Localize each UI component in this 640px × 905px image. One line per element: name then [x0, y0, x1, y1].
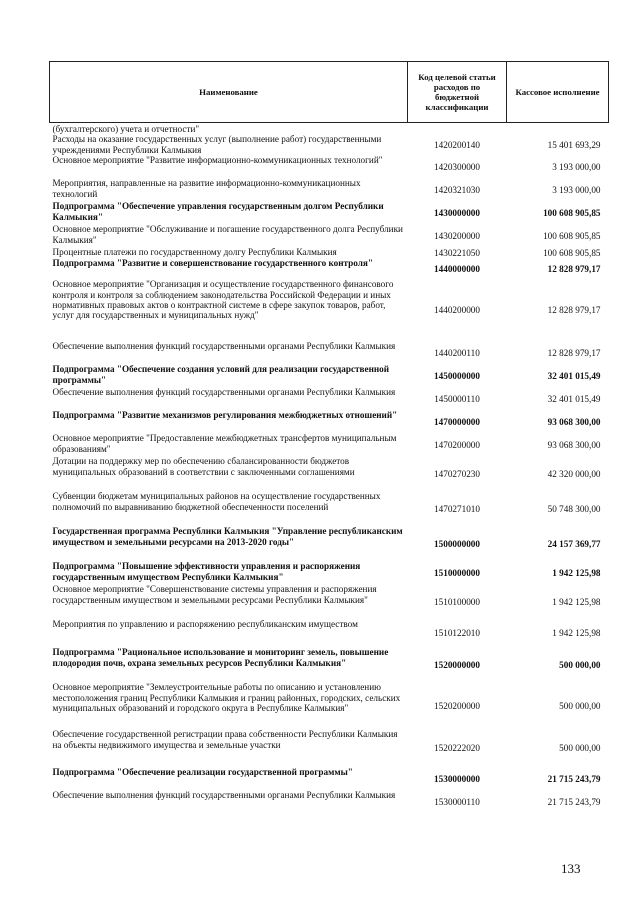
row-code: 1470271010 — [434, 503, 480, 514]
row-code: 1520200000 — [434, 700, 480, 711]
table-row — [50, 123, 609, 135]
row-amount: 500 000,00 — [559, 700, 601, 711]
row-code: 1510100000 — [434, 596, 480, 607]
table-row — [50, 410, 609, 433]
row-code: 1440200110 — [434, 347, 480, 358]
row-code: 1510122010 — [434, 628, 480, 639]
row-code: 1430000000 — [434, 207, 480, 218]
row-amount — [507, 123, 609, 135]
table-row — [50, 619, 609, 647]
row-name: Основное мероприятие "Предоставление межбюджетных трансфертов муниципальным образованиям" — [52, 433, 397, 454]
row-name: Обеспечение выполнения функций государственными органами Республики Калмыкия — [52, 790, 396, 801]
row-amount: 24 157 369,77 — [547, 538, 601, 549]
table-row — [50, 682, 609, 729]
row-name: Основное мероприятие "Развитие информационно-коммуникационных технологий" — [52, 155, 383, 166]
row-amount: 1 942 125,98 — [552, 628, 601, 639]
table-body — [50, 123, 609, 814]
table-row — [50, 155, 609, 178]
row-name: Государственная программа Республики Калмыкия "Управление республиканским имуществом и земельными ресурсами на 2013-2020 годы" — [52, 526, 403, 547]
row-code: 1520000000 — [434, 659, 480, 670]
row-amount: 100 608 905,85 — [543, 247, 601, 258]
row-name: Основное мероприятие "Организация и осуществление государственного финансового контроля и контроля за соблюдением законодательства Российской Федерации и иных нормативных правовых актов о контрактной системе в сфере закупок товаров, работ, услуг для государственных и муниципальных нужд" — [52, 279, 394, 321]
row-amount: 3 193 000,00 — [552, 161, 601, 172]
table-row — [50, 201, 609, 224]
table-row — [50, 433, 609, 456]
row-amount: 21 715 243,79 — [547, 796, 601, 807]
row-amount: 93 068 300,00 — [547, 439, 601, 450]
row-name: Обеспечение выполнения функций государственными органами Республики Калмыкия — [52, 387, 396, 398]
row-amount: 32 401 015,49 — [547, 370, 601, 381]
table-row — [50, 647, 609, 682]
table-row — [50, 790, 609, 813]
row-code: 1530000000 — [434, 773, 480, 784]
row-name: Дотации на поддержку мер по обеспечению сбалансированности бюджетов муниципальных образований в соответствии с заключенными соглашениями — [52, 456, 355, 477]
row-name: Процентные платежи по государственному долгу Республики Калмыкия — [52, 247, 337, 258]
row-amount: 1 942 125,98 — [552, 567, 601, 578]
row-name: Обеспечение государственной регистрации права собственности Республики Калмыкия на объекты недвижимого имущества и земельные участки — [52, 729, 398, 750]
row-code: 1500000000 — [434, 538, 480, 549]
row-amount: 21 715 243,79 — [547, 773, 601, 784]
row-amount: 93 068 300,00 — [547, 416, 601, 427]
row-name: Подпрограмма "Обеспечение создания условий для реализации государственной программы" — [52, 364, 390, 385]
table-row — [50, 364, 609, 387]
row-name: Основное мероприятие "Землеустроительные работы по описанию и установлению местоположения границ Республики Калмыкия и границ районных, городских, сельских муниципальных образований и городского округа в Республике Калмыкия" — [52, 682, 401, 713]
table-row — [50, 178, 609, 201]
row-amount: 500 000,00 — [559, 659, 601, 670]
table-row — [50, 279, 609, 341]
table-row — [50, 491, 609, 526]
row-code: 1470000000 — [434, 416, 480, 427]
row-code: 1520222020 — [434, 743, 480, 754]
row-code: 1450000000 — [434, 370, 480, 381]
row-code: 1530000110 — [434, 796, 480, 807]
row-amount: 32 401 015,49 — [547, 393, 601, 404]
row-code: 1430221050 — [434, 247, 480, 258]
header-amount: Кассовое исполнение — [507, 62, 609, 123]
row-name: Расходы на оказание государственных услуг (выполнение работ) государственными учреждениями Республики Калмыкия — [52, 134, 382, 155]
budget-table — [49, 61, 609, 813]
table-row — [50, 456, 609, 491]
row-code: 1510000000 — [434, 567, 480, 578]
row-name: Обеспечение выполнения функций государственными органами Республики Калмыкия — [52, 341, 396, 352]
row-code: 1470270230 — [434, 468, 480, 479]
row-amount: 100 608 905,85 — [543, 230, 601, 241]
row-name: Подпрограмма "Развитие механизмов регулирования межбюджетных отношений" — [52, 410, 398, 421]
table-row — [50, 387, 609, 410]
row-name: Подпрограмма "Развитие и совершенствование государственного контроля" — [52, 258, 373, 269]
row-amount: 42 320 000,00 — [547, 468, 601, 479]
row-name: Основное мероприятие "Обслуживание и погашение государственного долга Республики Калмыкия" — [52, 224, 403, 245]
row-name: Подпрограмма "Обеспечение реализации государственной программы" — [52, 767, 353, 778]
row-amount: 100 608 905,85 — [543, 207, 601, 218]
table-row — [50, 134, 609, 155]
row-name: Подпрограмма "Обеспечение управления государственным долгом Республики Калмыкия" — [52, 201, 384, 222]
table-row — [50, 729, 609, 767]
row-amount: 12 828 979,17 — [547, 263, 601, 274]
table-row — [50, 258, 609, 279]
row-code: 1430200000 — [434, 230, 480, 241]
row-name: (бухгалтерского) учета и отчетности" — [52, 124, 200, 134]
table-row — [50, 584, 609, 619]
row-code: 1470200000 — [434, 439, 480, 450]
row-amount: 12 828 979,17 — [547, 347, 601, 358]
row-code: 1440200000 — [434, 305, 480, 316]
row-code: 1420300000 — [434, 161, 480, 172]
header-code: Код целевой статьи расходов по бюджетной классификации — [408, 62, 507, 123]
table-row — [50, 224, 609, 247]
row-name: Мероприятия, направленные на развитие информационно-коммуникационных технологий — [52, 178, 361, 199]
table-row — [50, 526, 609, 561]
row-name: Основное мероприятие "Совершенствование системы управления и распоряжения государственным имуществом и земельными ресурсами Республики Калмыкия" — [52, 584, 377, 605]
row-amount: 12 828 979,17 — [547, 305, 601, 316]
row-amount: 50 748 300,00 — [547, 503, 601, 514]
header-name: Наименование — [50, 62, 408, 123]
row-amount: 500 000,00 — [559, 743, 601, 754]
table-row — [50, 247, 609, 258]
table-row — [50, 561, 609, 584]
page-number: 133 — [561, 861, 581, 876]
table-header — [50, 62, 609, 123]
row-code: 1420200140 — [434, 139, 480, 150]
row-amount: 3 193 000,00 — [552, 184, 601, 195]
row-code: 1420321030 — [434, 184, 480, 195]
row-code: 1440000000 — [434, 263, 480, 274]
table-row — [50, 767, 609, 790]
row-code: 1450000110 — [434, 393, 480, 404]
row-name: Подпрограмма "Рациональное использование и мониторинг земель, повышение плодородия почв, охрана земельных ресурсов Республики Калмыкия" — [52, 647, 389, 668]
row-code — [408, 123, 507, 135]
row-amount: 1 942 125,98 — [552, 596, 601, 607]
row-amount: 15 401 693,29 — [547, 139, 601, 150]
row-name: Подпрограмма "Повышение эффективности управления и распоряжения государственным имуществом Республики Калмыкия" — [52, 561, 361, 582]
row-name: Субвенции бюджетам муниципальных районов на осуществление государственных полномочий по выравниванию бюджетной обеспеченности поселений — [52, 491, 381, 512]
row-name: Мероприятия по управлению и распоряжению республиканским имуществом — [52, 619, 358, 630]
table-row — [50, 341, 609, 364]
